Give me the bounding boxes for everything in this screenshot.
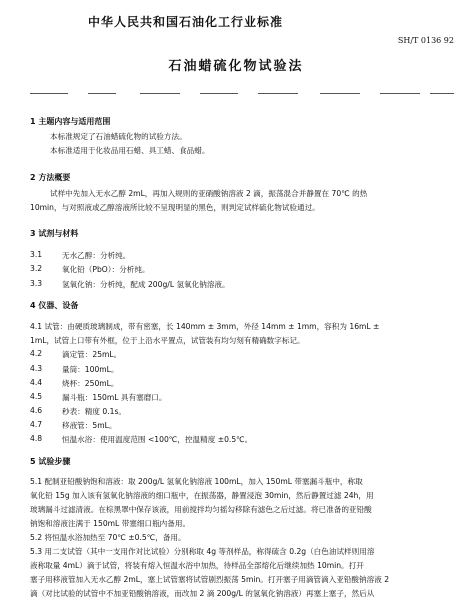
standard-code: SH/T 0136 92 bbox=[397, 36, 454, 45]
item-number: 3.1 bbox=[30, 250, 43, 259]
item-text: 氧化铅（PbO）：分析纯。 bbox=[62, 265, 150, 274]
item-number: 4.2 bbox=[30, 349, 43, 358]
section-5-heading: 5 试验步骤 bbox=[30, 457, 71, 466]
item-number: 4.6 bbox=[30, 406, 43, 415]
item-number: 3.3 bbox=[30, 279, 43, 288]
item-text: 量筒：100mL。 bbox=[62, 365, 119, 374]
item-number: 4.4 bbox=[30, 378, 43, 387]
item-text: 氢氧化钠：分析纯，配成 200g/L 氢氧化钠溶液。 bbox=[62, 280, 230, 289]
item-number: 4.3 bbox=[30, 364, 43, 373]
item-4-1-line-2: 1mL，试管上口带有外框，位于上沿水平置点，试管装有均匀刻有精确数字标记。 bbox=[30, 336, 305, 345]
header-rule bbox=[30, 93, 454, 97]
item-number: 4.8 bbox=[30, 434, 43, 443]
section-2-heading: 2 方法概要 bbox=[30, 173, 71, 182]
section-5-line-7: 液称取量 4mL）滴于试管，将装有熔入恒温水浴中加热，待样品全部熔化后继续加热 10min。打开 bbox=[30, 561, 364, 570]
section-5-line-8: 塞子用移液管加入无水乙醇 2mL，塞上试管塞将试管剧烈振荡 5min。打开塞子用滴管滴入亚铅酸钠溶液 2 bbox=[30, 575, 390, 584]
item-text: 滴定管：25mL。 bbox=[62, 350, 122, 359]
section-5-line-3: 玻璃漏斗过滤清液。在棕黑罩中保存该液，用前搅拌均匀摇勾移除有滤色之后过滤。将已准备的亚铅酸 bbox=[30, 505, 372, 514]
section-1-paragraph-1: 本标准规定了石油蜡硫化物的试验方法。 bbox=[50, 132, 187, 141]
section-2-line-2: 10min，与对照液或乙醇溶液所比较不呈现明显的黑色，则判定试样硫化物试验通过。 bbox=[30, 203, 320, 212]
item-text: 恒温水浴：使用温度范围 <100℃，控温精度 ±0.5℃。 bbox=[62, 435, 253, 444]
section-2-line-1: 试样中先加入无水乙醇 2mL，再加入规则的亚硝酸钠溶液 2 滴，振荡混合并静置在 70℃ 的热 bbox=[50, 189, 368, 198]
section-5-line-4: 钠饱和溶液注满于 150mL 带塞细口瓶内备用。 bbox=[30, 519, 191, 528]
item-text: 无水乙醇：分析纯。 bbox=[62, 251, 131, 260]
item-number: 4.7 bbox=[30, 420, 43, 429]
item-text: 秒表：精度 0.1s。 bbox=[62, 407, 127, 416]
section-1-paragraph-2: 本标准适用于化妆品用石蜡、具工蜡、食品蜡。 bbox=[50, 146, 210, 155]
section-3-heading: 3 试剂与材料 bbox=[30, 229, 79, 238]
section-4-heading: 4 仪器、设备 bbox=[30, 301, 79, 310]
section-5-line-5: 5.2 将恒温水浴加热至 70℃ ±0.5℃，备用。 bbox=[30, 533, 186, 542]
item-number: 4.5 bbox=[30, 392, 43, 401]
item-text: 烧杯：250mL。 bbox=[62, 379, 119, 388]
standard-organization: 中华人民共和国石油化工行业标准 bbox=[88, 15, 284, 29]
section-5-line-6: 5.3 用二支试管（其中一支用作对比试验）分别称取 4g 等剂样品，称得硫含 0.2g（白色油试样则用溶 bbox=[30, 547, 375, 556]
item-number: 3.2 bbox=[30, 264, 43, 273]
section-1-heading: 1 主题内容与适用范围 bbox=[30, 117, 111, 126]
document-title: 石油蜡硫化物试验法 bbox=[168, 59, 304, 74]
section-5-line-9: 滴（对比试验的试管中不加亚铅酸钠溶液，而改加 2 滴 200g/L 的氢氧化钠溶液）再塞上塞子，然后从 bbox=[30, 589, 375, 598]
section-5-line-2: 氧化铅 15g 加入该有氢氧化钠溶液的细口瓶中，在振荡器，静置浸泡 30min，然后静置过滤 24h，用 bbox=[30, 491, 374, 500]
item-text: 移液管：5mL。 bbox=[62, 421, 117, 430]
item-4-1-line-1: 4.1 试管：由硬质玻璃制成，带有密塞，长 140mm ± 3mm，外径 14mm ± 1mm，容积为 16mL ± bbox=[30, 322, 380, 331]
section-5-line-1: 5.1 配制亚铅酸钠饱和溶液：取 200g/L 氢氧化钠溶液 100mL，加入 150mL 带塞漏斗瓶中，称取 bbox=[30, 477, 363, 486]
item-text: 漏斗瓶：150mL 具有塞磨口。 bbox=[62, 393, 167, 402]
